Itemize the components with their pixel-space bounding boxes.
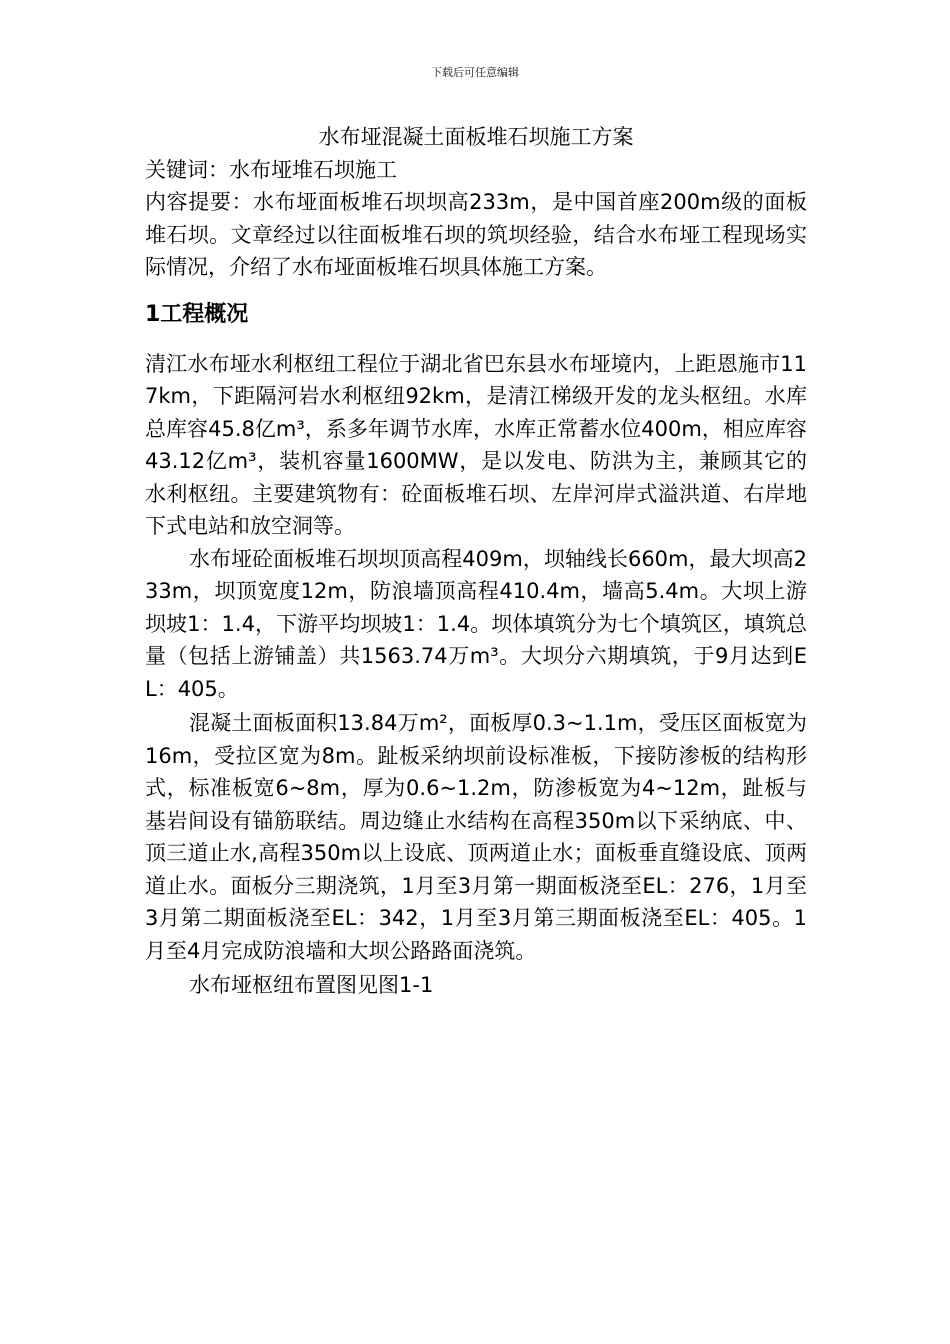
figure-reference: 水布垭枢纽布置图见图1-1 — [189, 973, 434, 997]
overview-paragraph-2: 水布垭砼面板堆石坝坝顶高程409m，坝轴线长660m，最大坝高233m，坝顶宽度12m，防浪墙顶高程410.4m，墙高5.4m。大坝上游坝坡1：1.4，下游平均坝坡1：1.4。坝体填筑分为七个填筑区，填筑总量（包括上游铺盖）共1563.74万m³。大坝分六期填筑，于9月达到EL：405。 — [145, 546, 807, 701]
keywords-line: 关键词：水布垭堆石坝施工 — [145, 157, 397, 182]
download-note: 下载后可任意编辑 — [431, 66, 519, 79]
section-heading: 1工程概况 — [145, 301, 249, 327]
overview-paragraph-1: 清江水布垭水利枢纽工程位于湖北省巴东县水布垭境内，上距恩施市117km，下距隔河岩水利枢纽92km，是清江梯级开发的龙头枢纽。水库总库容45.8亿m³，系多年调节水库，水库正常蓄水位400m，相应库容43.12亿m³，装机容量1600MW，是以发电、防洪为主，兼顾其它的水利枢纽。主要建筑物有：砼面板堆石坝、左岸河岸式溢洪道、右岸地下式电站和放空洞等。 — [145, 351, 807, 538]
document-body — [145, 121, 807, 1002]
document-title: 水布垭混凝土面板堆石坝施工方案 — [318, 125, 634, 149]
overview-paragraph-3: 混凝土面板面积13.84万m²，面板厚0.3~1.1m，受压区面板宽为16m，受拉区宽为8m。趾板采纳坝前设标准板，下接防渗板的结构形式，标准板宽6~8m，厚为0.6~1.2m，防渗板宽为4~12m，趾板与基岩间设有锚筋联结。周边缝止水结构在高程350m以下采纳底、中、顶三道止水,高程350m以上设底、顶两道止水；面板垂直缝设底、顶两道止水。面板分三期浇筑，1月至3月第一期面板浇至EL：276，1月至3月第二期面板浇至EL：342，1月至3月第三期面板浇至EL：405。1月至4月完成防浪墙和大坝公路路面浇筑。 — [145, 711, 807, 963]
abstract-paragraph: 内容提要：水布垭面板堆石坝坝高233m，是中国首座200m级的面板堆石坝。文章经过以往面板堆石坝的筑坝经验，结合水布垭工程现场实际情况，介绍了水布垭面板堆石坝具体施工方案。 — [145, 190, 807, 279]
